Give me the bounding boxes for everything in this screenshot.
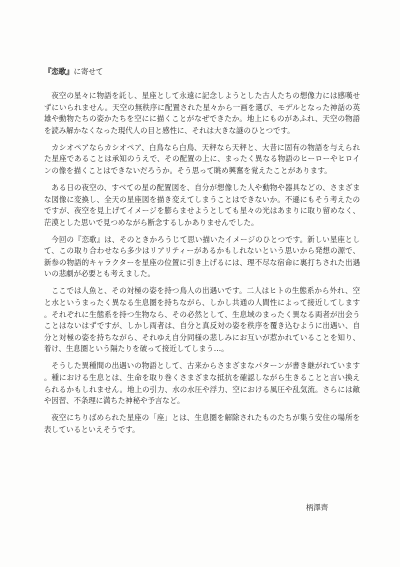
paragraph-6: そうした異種間の出遇いの物語として、古来からさまざまなパターンが書き継がれています。種における生息とは、生命を取り巻くさまざまな抵抗を確認しながら生きることと言い換えられるかもしれません。地上の引力、水の水圧や浮力、空における風圧や乱気流。さらには敵や因習、不条理に満ちた神秘や予言など。 <box>44 361 360 406</box>
document-title <box>44 67 103 77</box>
author-signature: 柄澤齊 <box>306 503 329 512</box>
title-rest: に寄せて <box>73 67 104 76</box>
title-bold: 『恋歌』 <box>44 67 74 76</box>
paragraph-1: 夜空の星々に物語を託し、星座として永遠に記念しようとした古人たちの想像力には感嘆せずにいられません。天空の無秩序に配置された星々から一画を選び、モデルとなった神話の英雄や動物たちの姿かたちを空にに描くことがなぜできたか。地上にものがあふれ、天空の物語を読み解かなくなった現代人の目と感性に、それは大きな謎のひとつです。 <box>44 91 360 135</box>
paragraph-4: 今回の『恋歌』は、そのときかろうじて思い描いたイメージのひとつです。新しい星座として、この取り合わせなら多少はリアリティーがあるかもしれないという思いから発想の源で、新参の物語的キャラクターを星座の位置に引き上げるには、理不尽な宿命に裏打ちされた出遇いの悲劇が必要とも考えました。 <box>44 234 360 279</box>
document-body <box>44 90 360 441</box>
paragraph-7: 夜空にちりばめられた星座の「座」とは、生息圏を解除されたものたちが集う安住の場所を表しているといえそうです。 <box>44 413 360 434</box>
paragraph-3: ある日の夜空の、すべての星の配置図を、自分が想像した人や動物や器具などの、さまざまな図像に変換し、全天の星座図を描き変えてしまうことはできないか。不遜にもそう考えたのですが、夜空を見上げてイメージを膨らませようとしても星々の光はあまりに取り留めなく、茫漠とした思いで見つめながら断念するしかありませんでした。 <box>44 182 360 227</box>
paragraph-2: カシオペアならカシオペア、白鳥なら白鳥、天秤なら天秤と、大昔に固有の物語を与えられた星座であることは承知のうえで、その配置の上に、まったく異なる物語のヒーローやヒロインの像を描くことはできないだろうか。そう思って眺め興奮を覚えたことがあります。 <box>44 142 360 175</box>
paragraph-5: ここでは人魚と、その対極の姿を持つ鳥人の出遇いです。二人はヒトの生態系から外れ、空と水というまったく異なる生息圏を持ちながら、しかし共通の人間性によって接近してします。それぞれに生態系を持つ生物なら、その必然として、生息域のまったく異なる両者が出会うことはないはずですが、しかし両者は、自分と真反対の姿を秩序を覆き込むように出遇い、自分と対極の姿を持ちながら、それゆえ自分同様の悲しみにお互いが惹かれていることを知り、着け、生息圏という隔たりを破って接近してしまう…。 <box>44 286 360 354</box>
